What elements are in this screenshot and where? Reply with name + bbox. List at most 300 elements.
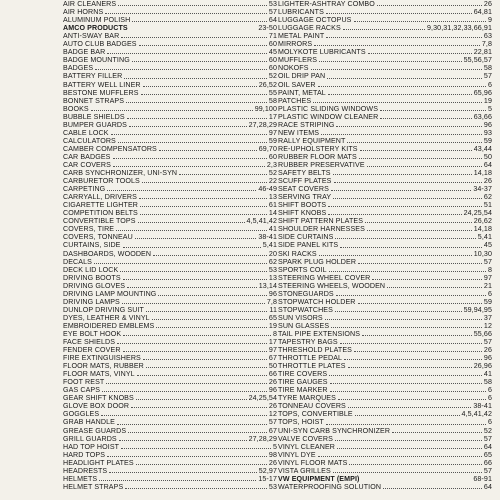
dot-leader [143, 354, 267, 360]
index-entry [278, 32, 492, 40]
index-entry-pages: 13 [268, 193, 277, 202]
index-entry-label: GRAB HANDLE [63, 418, 115, 427]
index-entry-pages: 51 [483, 201, 492, 210]
index-entry [63, 282, 277, 290]
index-entry-label: HELMET STRAPS [63, 482, 124, 491]
index-entry-pages: 26 [483, 346, 492, 355]
index-entry-label: NOKOFS [278, 64, 309, 73]
index-entry-label: EYE BOLT HOOK [63, 329, 122, 338]
index-entry-label: SKI RACKS [278, 249, 317, 258]
dot-leader [124, 72, 267, 78]
index-entry [278, 330, 492, 338]
index-entry-label: BUBBLE SHIELDS [63, 112, 125, 121]
index-entry [63, 217, 277, 225]
index-entry [63, 201, 277, 209]
index-entry-pages: 6 [487, 289, 492, 298]
index-entry-pages: 5,41 [262, 241, 277, 250]
index-entry-label: DRIVING LAMP MOUNTING [63, 289, 157, 298]
dot-leader [331, 185, 471, 191]
dot-leader [337, 443, 482, 449]
index-entry-label: NEW ITEMS [278, 128, 320, 137]
dot-leader [117, 418, 267, 424]
dot-leader [383, 483, 482, 489]
index-entry [278, 193, 492, 201]
index-entry [63, 266, 277, 274]
index-entry [278, 258, 492, 266]
index-entry [278, 97, 492, 105]
index-entry-label: VINYL DYE [278, 450, 316, 459]
index-entry [63, 314, 277, 322]
index-entry-label: LUBRICANTS [278, 8, 324, 17]
dot-leader [123, 330, 271, 336]
index-entry-pages: 41 [483, 370, 492, 379]
dot-leader [333, 193, 482, 199]
index-entry [278, 314, 492, 322]
index-entry-pages: 57 [483, 257, 492, 266]
index-entry-pages: 26 [268, 402, 277, 411]
index-entry-label: DECALS [63, 257, 92, 266]
index-entry-pages: 59 [483, 136, 492, 145]
index-entry-pages: 99,100 [254, 104, 277, 113]
index-entry-pages: 50 [483, 152, 492, 161]
index-entry-pages: 43,44 [473, 144, 492, 153]
index-entry [278, 121, 492, 129]
index-entry-label: VALVE COVERS [278, 434, 333, 443]
index-entry-label: TIRE GAUGES [278, 378, 328, 387]
index-entry-label: THRESHOLD PLATES [278, 346, 352, 355]
index-entry [278, 378, 492, 386]
index-entry-label: GRILL GUARDS [63, 434, 117, 443]
index-entry-pages: 96 [483, 354, 492, 363]
index-entry-pages: 11 [269, 305, 277, 314]
dot-leader [143, 81, 257, 87]
index-entry-label: RE-UPHOLSTERY KITS [278, 144, 358, 153]
dot-leader [328, 89, 472, 95]
index-entry-pages: 19 [268, 321, 277, 330]
dot-leader [146, 362, 267, 368]
index-entry-pages: 13,14 [258, 281, 277, 290]
index-entry-pages: 60 [268, 64, 277, 73]
index-entry-label: LUGGAGE OCTOPUS [278, 16, 352, 25]
index-entry [63, 105, 277, 113]
dot-leader [331, 322, 482, 328]
dot-leader [125, 483, 267, 489]
dot-leader [325, 314, 482, 320]
dot-leader [354, 16, 486, 22]
index-entry-pages: 19 [483, 96, 492, 105]
index-entry-label: FACE SHIELDS [63, 338, 116, 347]
index-entry-label: VISTA GRILLES [278, 466, 331, 475]
dot-leader [142, 177, 267, 183]
dot-leader [136, 459, 267, 465]
dot-leader [367, 161, 482, 167]
index-entry [63, 121, 277, 129]
dot-leader [336, 121, 481, 127]
index-entry-pages: 22,81 [473, 48, 492, 57]
index-entry [63, 386, 277, 394]
index-entry [63, 209, 277, 217]
index-entry-pages: 66 [268, 370, 277, 379]
index-entry-label: CONVERTIBLE TOPS [63, 217, 136, 226]
index-entry-label: AMCO PRODUCTS [63, 24, 128, 33]
index-entry-label: DRIVING GLOVES [63, 281, 126, 290]
index-entry-pages: 60 [268, 152, 277, 161]
index-entry-pages: 26,52 [258, 80, 277, 89]
index-entry-pages: 93 [483, 128, 492, 137]
dot-leader [156, 322, 267, 328]
index-entry-label: THROTTLE PEDAL [278, 354, 343, 363]
index-entry [278, 113, 492, 121]
index-entry-label: BESTONE MUFFLERS [63, 88, 139, 97]
index-entry-pages: 7,8 [481, 40, 492, 49]
index-entry-pages: 55,66 [473, 329, 492, 338]
index-entry [63, 394, 277, 402]
index-entry [63, 169, 277, 177]
index-entry [63, 72, 277, 80]
dot-leader [129, 121, 247, 127]
index-entry [278, 475, 492, 483]
dot-leader [368, 48, 472, 54]
index-entry-label: MIRRORS [278, 40, 313, 49]
dot-leader [344, 354, 482, 360]
index-entry [63, 56, 277, 64]
index-entry-label: COMPETITION BELTS [63, 209, 138, 218]
index-entry [278, 48, 492, 56]
index-entry-pages: 50 [268, 362, 277, 371]
index-entry-pages: 52 [268, 169, 277, 178]
index-entry [278, 225, 492, 233]
index-entry-pages: 22 [268, 177, 277, 186]
index-entry-label: GREASE GUARDS [63, 426, 127, 435]
index-entry-pages: 61 [268, 201, 277, 210]
index-entry-pages: 53 [268, 0, 277, 9]
dot-leader [387, 282, 482, 288]
dot-leader [333, 467, 482, 473]
index-entry-pages: 6 [487, 394, 492, 403]
index-entry-label: TIRE MARKER [278, 386, 328, 395]
index-entry [278, 427, 492, 435]
index-entry [63, 362, 277, 370]
index-entry [278, 435, 492, 443]
dot-leader [109, 467, 256, 473]
dot-leader [101, 410, 267, 416]
index-entry [63, 402, 277, 410]
index-entry-pages: 17 [268, 112, 277, 121]
dot-leader [318, 451, 482, 457]
index-entry-pages: 68-91 [473, 474, 492, 483]
index-entry [63, 113, 277, 121]
dot-leader [152, 314, 267, 320]
dot-leader [95, 64, 267, 70]
index-entry-pages: 4,5,41,42 [246, 217, 277, 226]
index-entry [278, 386, 492, 394]
index-entry [278, 394, 492, 402]
index-entry [278, 24, 492, 32]
index-entry [63, 145, 277, 153]
index-entry-pages: 26 [268, 458, 277, 467]
index-entry-label: SUN GLASSES [278, 321, 330, 330]
index-entry-label: AIR HORNS [63, 8, 104, 17]
index-entry-pages: 60 [268, 40, 277, 49]
index-entry-label: SPORTS COIL [278, 265, 327, 274]
index-entry-pages: 6 [487, 80, 492, 89]
dot-leader [132, 56, 267, 62]
index-entry-pages: 12 [483, 321, 492, 330]
index-entry [278, 306, 492, 314]
dot-leader [318, 81, 486, 87]
index-entry-pages: 97 [268, 346, 277, 355]
index-entry-pages: 26 [483, 177, 492, 186]
dot-leader [340, 241, 482, 247]
index-entry-pages: 9,30,31,32,33,66,91 [426, 24, 492, 33]
index-entry-label: SAFETY BELTS [278, 169, 331, 178]
index-entry [63, 225, 277, 233]
index-entry-label: UNI-SYN CARB SYNCHRONIZER [278, 426, 391, 435]
index-entry-pages: 8 [272, 329, 277, 338]
index-entry-label: CAMBER COMPENSATORS [63, 144, 157, 153]
index-entry-pages: 67 [268, 354, 277, 363]
index-entry-label: RUBBER FLOOR MATS [278, 152, 357, 161]
index-entry-label: VW EQUIPMENT (EMPI) [278, 474, 360, 483]
index-entry-pages: 27,28,29 [248, 434, 277, 443]
index-entry-label: DYES, LEATHER & VINYL [63, 313, 150, 322]
index-entry-pages: 71 [268, 32, 277, 41]
index-entry-pages: 62 [268, 257, 277, 266]
index-entry-pages: 12 [268, 410, 277, 419]
index-entry-pages: 41 [268, 225, 277, 234]
index-entry-pages: 57 [268, 418, 277, 427]
dot-leader [359, 153, 482, 159]
index-entry-pages: 20 [268, 249, 277, 258]
dot-leader [106, 378, 267, 384]
index-entry [278, 185, 492, 193]
dot-leader [314, 40, 480, 46]
dot-leader [348, 402, 471, 408]
index-entry-label: TOPS, CONVERTIBLE [278, 410, 353, 419]
index-entry [278, 89, 492, 97]
index-entry-label: SHIFT BOOTS [278, 201, 327, 210]
dot-leader [127, 282, 257, 288]
index-entry [278, 298, 492, 306]
index-entry [278, 266, 492, 274]
dot-leader [327, 72, 482, 78]
index-entry-label: BADGE MOUNTING [63, 56, 130, 65]
index-column-left [63, 0, 277, 491]
index-entry-label: BATTERY WELL LINER [63, 80, 141, 89]
index-entry [278, 443, 492, 451]
dot-leader [335, 306, 462, 312]
index-entry-pages: 26 [483, 0, 492, 9]
index-entry-pages: 15-17 [258, 474, 277, 483]
index-entry [63, 81, 277, 89]
index-entry-label: CABLE LOCK [63, 128, 109, 137]
index-entry-pages: 59,94,95 [463, 305, 492, 314]
index-entry-label: FIRE EXTINGUISHERS [63, 354, 141, 363]
dot-leader [330, 386, 486, 392]
index-entry-label: AUTO CLUB BADGES [63, 40, 137, 49]
dot-leader [328, 209, 461, 215]
index-entry [278, 8, 492, 16]
index-entry-pages: 66 [483, 458, 492, 467]
dot-leader [91, 105, 253, 111]
index-entry-label: FLOOR MATS, VINYL [63, 370, 135, 379]
dot-leader [367, 225, 472, 231]
index-entry [63, 24, 277, 32]
index-entry-label: AIR CLEANERS [63, 0, 117, 9]
index-entry [278, 169, 492, 177]
dot-leader [117, 338, 267, 344]
index-entry-label: METAL PAINT [278, 32, 325, 41]
index-entry [63, 137, 277, 145]
index-entry [63, 89, 277, 97]
index-entry [278, 16, 492, 24]
index-entry [63, 97, 277, 105]
index-entry-pages: 5 [487, 104, 492, 113]
index-entry-pages: 58 [483, 378, 492, 387]
index-entry [278, 370, 492, 378]
index-entry-label: STEERING WHEELS, WOODEN [278, 281, 386, 290]
index-entry-label: SHIFT PATTERN PLATES [278, 217, 364, 226]
index-entry-label: BOOKS [63, 104, 89, 113]
index-entry-pages: 60 [268, 56, 277, 65]
dot-leader [365, 217, 472, 223]
index-entry-pages: 26,96 [473, 362, 492, 371]
index-entry-pages: 58 [483, 64, 492, 73]
index-entry-pages: 63 [483, 32, 492, 41]
index-entry-pages: 7,8 [266, 297, 277, 306]
index-entry-label: BADGE BAR [63, 48, 106, 57]
dot-leader [354, 346, 482, 352]
index-entry [63, 241, 277, 249]
index-entry-pages: 45 [268, 48, 277, 57]
index-entry-label: VINYL CLEANER [278, 442, 336, 451]
dot-leader [107, 48, 267, 54]
index-entry-label: STONEGUARDS [278, 289, 334, 298]
dot-leader [321, 129, 482, 135]
index-entry [278, 56, 492, 64]
dot-leader [113, 153, 267, 159]
index-entry-pages: 64 [483, 482, 492, 491]
index-entry-label: THROTTLE PLATES [278, 362, 346, 371]
index-entry-label: CARB SYNCHRONIZER, UNI-SYN [63, 169, 178, 178]
index-entry [63, 322, 277, 330]
dot-leader [119, 435, 247, 441]
index-entry [278, 346, 492, 354]
dot-leader [329, 266, 486, 272]
dot-leader [159, 145, 257, 151]
index-entry-label: PLASTIC SLIDING WINDOWS [278, 104, 379, 113]
dot-leader [311, 64, 482, 70]
index-entry-pages: 59 [483, 297, 492, 306]
index-entry-pages: 14,18 [473, 225, 492, 234]
index-entry [63, 410, 277, 418]
index-entry [63, 233, 277, 241]
index-entry [63, 418, 277, 426]
dot-leader [116, 225, 267, 231]
index-entry-label: BADGES [63, 64, 94, 73]
dot-leader [128, 427, 267, 433]
dot-leader [118, 0, 267, 6]
index-entry-pages: 6 [487, 386, 492, 395]
index-entry-label: CAR COVERS [63, 160, 111, 169]
dot-leader [358, 298, 482, 304]
dot-leader [105, 8, 267, 14]
dot-leader [347, 137, 481, 143]
index-entry-label: GAS CAPS [63, 386, 101, 395]
index-entry-pages: 97 [483, 273, 492, 282]
index-entry [63, 459, 277, 467]
dot-leader [137, 370, 267, 376]
index-entry [278, 209, 492, 217]
index-entry [63, 330, 277, 338]
index-entry [63, 435, 277, 443]
dot-leader [326, 32, 482, 38]
index-entry [63, 193, 277, 201]
index-entry-pages: 65 [268, 313, 277, 322]
index-entry [278, 402, 492, 410]
index-entry [63, 129, 277, 137]
index-entry-label: LUGGAGE RACKS [278, 24, 341, 33]
index-entry-pages: 52 [483, 426, 492, 435]
index-entry-pages: 17 [268, 338, 277, 347]
index-entry [278, 322, 492, 330]
dot-leader [343, 24, 425, 30]
index-entry-label: BATTERY FILLER [63, 72, 123, 81]
index-entry-label: TIRE COVERS [278, 370, 328, 379]
dot-leader [362, 330, 472, 336]
index-entry-pages: 65,96 [473, 88, 492, 97]
index-entry-label: CURTAINS, SIDE [63, 241, 121, 250]
index-entry-label: PATCHES [278, 96, 312, 105]
index-entry [63, 185, 277, 193]
dot-leader [313, 97, 482, 103]
index-entry [278, 81, 492, 89]
index-entry-pages: 26 [268, 378, 277, 387]
index-entry-label: VINYL FLOOR MATS [278, 458, 348, 467]
dot-leader [138, 217, 245, 223]
dot-leader [121, 32, 267, 38]
index-entry-label: PLASTIC WINDOW CLEANER [278, 112, 379, 121]
index-entry-label: DRIVING BOOTS [63, 273, 121, 282]
dot-leader [380, 105, 486, 111]
index-entry-pages: 98 [268, 450, 277, 459]
index-entry-label: SERVING TRAY [278, 193, 332, 202]
index-entry [63, 177, 277, 185]
index-entry-label: HEADRESTS [63, 466, 108, 475]
dot-leader [141, 89, 267, 95]
index-entry-label: CARBURETOR TOOLS [63, 177, 140, 186]
index-entry-pages: 9 [487, 16, 492, 25]
index-entry [278, 201, 492, 209]
dot-leader [326, 418, 486, 424]
index-entry [63, 346, 277, 354]
index-entry-pages: 10,30 [473, 249, 492, 258]
index-entry-pages: 57 [483, 72, 492, 81]
index-entry-pages: 55,56,57 [463, 56, 492, 65]
index-entry-label: CAR BADGES [63, 152, 111, 161]
index-entry [63, 306, 277, 314]
index-entry-pages: 38-41 [258, 233, 277, 242]
index-entry-label: SUN VISORS [278, 313, 323, 322]
index-entry-label: TAPESTRY BAGS [278, 338, 338, 347]
index-entry-pages: 96 [268, 386, 277, 395]
index-column-right [278, 0, 492, 491]
index-entry-label: HARD TOPS [63, 450, 106, 459]
index-entry-pages: 13 [268, 273, 277, 282]
dot-leader [377, 0, 482, 6]
index-entry-label: GOGGLES [63, 410, 100, 419]
index-entry-pages: 58 [268, 96, 277, 105]
